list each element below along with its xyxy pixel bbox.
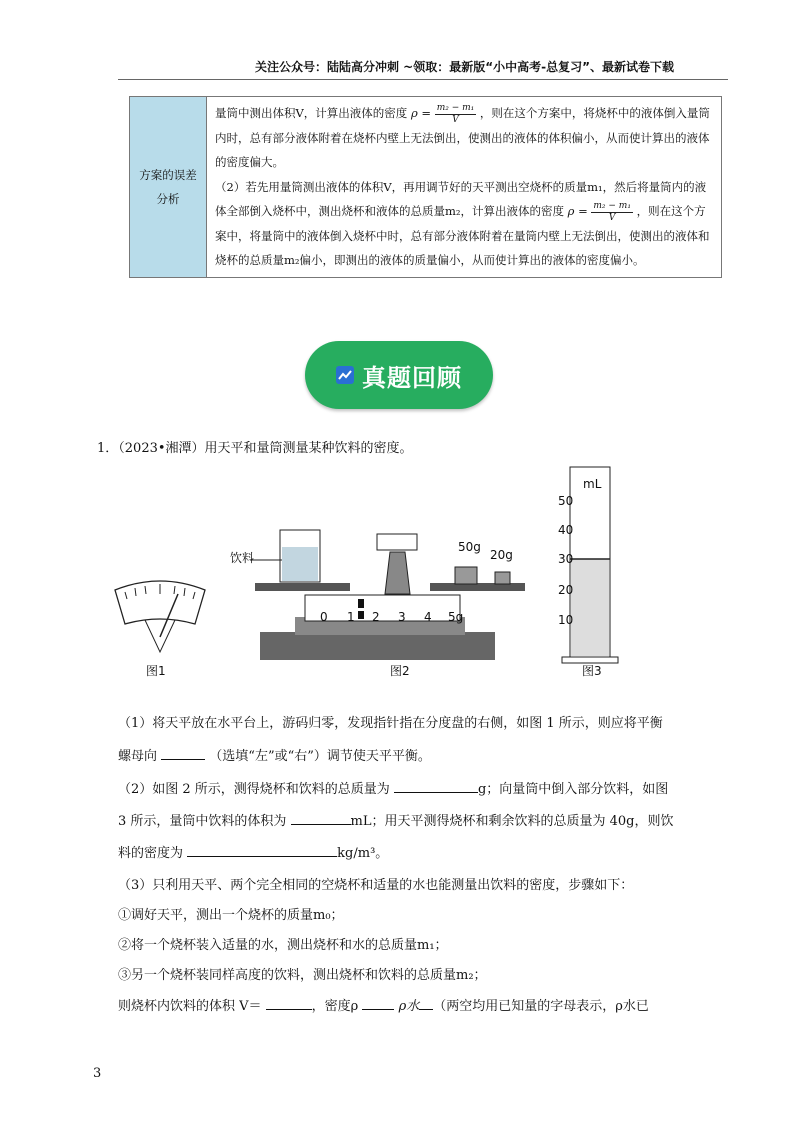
header-rule [118, 79, 728, 80]
answer-blank-1[interactable] [161, 745, 205, 760]
part1-line2: 螺母向 （选填“左”或“右”）调节使天平平衡。 [118, 745, 431, 764]
weight-50-label: 50g [458, 540, 481, 554]
formula-1: ρ = $\frac{\text{m₂ − m₁}}{V}$ [410, 102, 475, 125]
cylinder-tick-30: 30 [558, 552, 574, 566]
table-label: 方案的误差分析 [139, 167, 197, 206]
rho-water: ρ水 [398, 999, 420, 1014]
answer-blank-6[interactable] [362, 995, 394, 1010]
part3-final-line: 则烧杯内饮料的体积 V＝ ，密度ρ ρ水 （两空均用已知量的字母表示，ρ水已 [118, 995, 649, 1014]
cylinder-tick-10: 10 [558, 613, 574, 627]
paragraph-2a: （2）若先用量筒测出液体的体积V，再用调节好的天平测出空烧杯的质量m₁，然后将量筒内的液体全部倒入烧杯中，测出烧杯和液体的总质量m₂，计算出液体的密度 [215, 179, 707, 218]
page-number: 3 [93, 1066, 102, 1081]
badge-text: 真题回顾 [362, 363, 462, 392]
drink-label: 饮料 [230, 551, 255, 565]
paragraph-1b: ，则在这个方案中，将烧杯中的液体倒入量筒内时，总有部分液体附着在烧杯内壁上无法倒出，使测出的液体的体积偏小，从而使计算出的液体的密度偏大。 [215, 106, 710, 169]
question-title: 1．（2023•湘潭）用天平和量筒测量某种饮料的密度。 [97, 441, 413, 456]
answer-blank-4[interactable] [187, 842, 337, 857]
part2-line3: 料的密度为 kg/m³。 [118, 842, 388, 861]
fig1-label: 图1 [146, 664, 166, 678]
scale-tick-3: 3 [398, 610, 406, 624]
fig3-label: 图3 [582, 664, 602, 678]
cylinder-tick-20: 20 [558, 583, 574, 597]
cylinder-tick-50: 50 [558, 494, 574, 508]
weight-20-label: 20g [490, 548, 513, 562]
table-body-cell [207, 97, 722, 278]
answer-blank-3[interactable] [291, 810, 351, 825]
scale-tick-2: 2 [372, 610, 380, 624]
fig2-label: 图2 [390, 664, 410, 678]
step-2: ②将一个烧杯装入适量的水，测出烧杯和水的总质量m₁； [118, 938, 448, 953]
cylinder-tick-40: 40 [558, 523, 574, 537]
cylinder-unit: mL [583, 477, 602, 491]
table-label-cell [130, 97, 207, 278]
part2-line2: 3 所示，量筒中饮料的体积为 mL；用天平测得烧杯和剩余饮料的总质量为 40g，则饮 [118, 810, 674, 829]
figure-2-balance [250, 530, 525, 660]
part2-line1: （2）如图 2 所示，测得烧杯和饮料的总质量为 g；向量筒中倒入部分饮料，如图 [118, 778, 668, 797]
part1-line1: （1）将天平放在水平台上，游码归零，发现指针指在分度盘的右侧，如图 1 所示，则应将平衡 [118, 716, 663, 731]
paragraph-2b: ，则在这个方案中，将量筒中的液体倒入烧杯中时，总有部分液体附着在量筒内壁上无法倒出，使测出的液体和烧杯的总质量m₂偏小，即测出的液体的质量偏小，从而使计算出的液体的密度偏小。 [215, 204, 710, 267]
page-header: 关注公众号：陆陆高分冲刺 ~领取：最新版“小中高考-总复习”、最新试卷下载 [255, 60, 674, 74]
answer-blank-2[interactable] [394, 778, 478, 793]
section-badge [305, 341, 493, 409]
scale-tick-1: 1 [347, 610, 355, 624]
chart-icon [336, 366, 354, 384]
error-analysis-table [129, 96, 722, 278]
answer-blank-5[interactable] [266, 995, 312, 1010]
figure-1-dial [115, 581, 205, 652]
formula-2: ρ = $\frac{\text{m₂ − m₁}}{V}$ [567, 200, 631, 223]
experiment-figures [100, 462, 720, 682]
scale-tick-0: 0 [320, 610, 328, 624]
paragraph-1a: 量筒中测出体积V，计算出液体的密度 [215, 106, 408, 120]
step-3: ③另一个烧杯装同样高度的饮料，测出烧杯和饮料的总质量m₂； [118, 968, 487, 983]
step-1: ①调好天平，测出一个烧杯的质量m₀； [118, 908, 344, 923]
scale-tick-4: 4 [424, 610, 432, 624]
part3-line1: （3）只利用天平、两个完全相同的空烧杯和适量的水也能测量出饮料的密度，步骤如下： [118, 878, 634, 893]
scale-tick-5: 5g [448, 610, 464, 624]
